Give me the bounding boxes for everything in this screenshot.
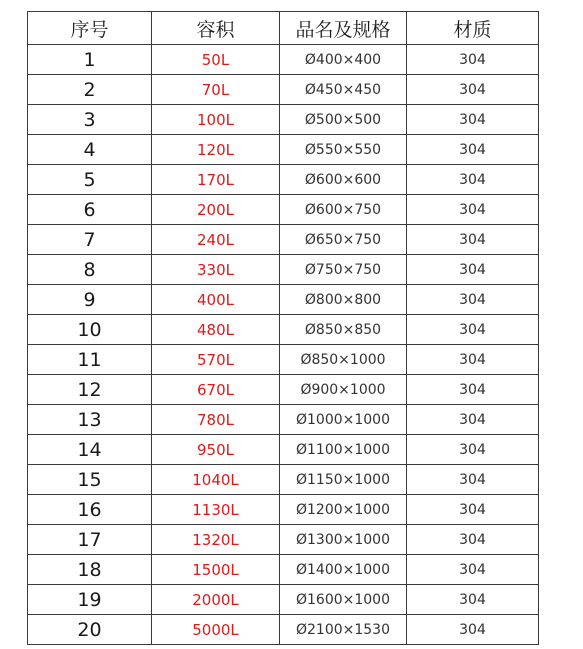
row-material: 304 <box>407 285 539 315</box>
row-volume: 100L <box>152 105 280 135</box>
table-row <box>28 195 539 225</box>
row-number: 4 <box>28 135 152 165</box>
row-spec: Ø2100×1530 <box>280 615 407 645</box>
row-number: 20 <box>28 615 152 645</box>
row-material: 304 <box>407 555 539 585</box>
row-spec: Ø850×1000 <box>280 345 407 375</box>
row-number: 14 <box>28 435 152 465</box>
row-volume: 950L <box>152 435 280 465</box>
row-volume: 1040L <box>152 465 280 495</box>
row-spec: Ø1200×1000 <box>280 495 407 525</box>
row-volume: 480L <box>152 315 280 345</box>
row-material: 304 <box>407 375 539 405</box>
row-material: 304 <box>407 315 539 345</box>
row-number: 5 <box>28 165 152 195</box>
row-spec: Ø1100×1000 <box>280 435 407 465</box>
table-row <box>28 435 539 465</box>
row-material: 304 <box>407 525 539 555</box>
header-volume: 容积 <box>152 12 280 45</box>
row-spec: Ø500×500 <box>280 105 407 135</box>
row-volume: 120L <box>152 135 280 165</box>
header-material: 材质 <box>407 12 539 45</box>
row-material: 304 <box>407 75 539 105</box>
table-row <box>28 315 539 345</box>
row-spec: Ø450×450 <box>280 75 407 105</box>
row-number: 8 <box>28 255 152 285</box>
table-row <box>28 525 539 555</box>
row-spec: Ø750×750 <box>280 255 407 285</box>
header-no: 序号 <box>28 12 152 45</box>
row-material: 304 <box>407 405 539 435</box>
row-material: 304 <box>407 45 539 75</box>
row-number: 19 <box>28 585 152 615</box>
row-spec: Ø600×600 <box>280 165 407 195</box>
header-row <box>28 12 539 45</box>
row-number: 18 <box>28 555 152 585</box>
row-number: 7 <box>28 225 152 255</box>
row-material: 304 <box>407 585 539 615</box>
row-volume: 50L <box>152 45 280 75</box>
row-number: 13 <box>28 405 152 435</box>
table-body <box>28 45 539 645</box>
row-volume: 5000L <box>152 615 280 645</box>
row-volume: 780L <box>152 405 280 435</box>
row-number: 1 <box>28 45 152 75</box>
row-number: 3 <box>28 105 152 135</box>
row-material: 304 <box>407 135 539 165</box>
row-spec: Ø400×400 <box>280 45 407 75</box>
row-number: 12 <box>28 375 152 405</box>
row-material: 304 <box>407 615 539 645</box>
table-row <box>28 75 539 105</box>
table-row <box>28 345 539 375</box>
row-number: 10 <box>28 315 152 345</box>
row-material: 304 <box>407 495 539 525</box>
table-row <box>28 405 539 435</box>
row-volume: 240L <box>152 225 280 255</box>
row-volume: 70L <box>152 75 280 105</box>
table-row <box>28 465 539 495</box>
row-volume: 400L <box>152 285 280 315</box>
table-row <box>28 165 539 195</box>
row-spec: Ø800×800 <box>280 285 407 315</box>
row-material: 304 <box>407 225 539 255</box>
row-material: 304 <box>407 255 539 285</box>
table-row <box>28 495 539 525</box>
header-spec: 品名及规格 <box>280 12 407 45</box>
row-volume: 330L <box>152 255 280 285</box>
row-spec: Ø850×850 <box>280 315 407 345</box>
table-row <box>28 45 539 75</box>
row-number: 2 <box>28 75 152 105</box>
row-number: 9 <box>28 285 152 315</box>
row-number: 15 <box>28 465 152 495</box>
row-volume: 170L <box>152 165 280 195</box>
row-volume: 570L <box>152 345 280 375</box>
row-spec: Ø1000×1000 <box>280 405 407 435</box>
row-number: 17 <box>28 525 152 555</box>
table-row <box>28 615 539 645</box>
row-spec: Ø1150×1000 <box>280 465 407 495</box>
table-row <box>28 255 539 285</box>
row-spec: Ø650×750 <box>280 225 407 255</box>
row-material: 304 <box>407 345 539 375</box>
table-row <box>28 135 539 165</box>
row-spec: Ø1300×1000 <box>280 525 407 555</box>
row-volume: 200L <box>152 195 280 225</box>
row-volume: 1500L <box>152 555 280 585</box>
row-material: 304 <box>407 435 539 465</box>
table-row <box>28 375 539 405</box>
row-spec: Ø900×1000 <box>280 375 407 405</box>
table-row <box>28 105 539 135</box>
row-spec: Ø550×550 <box>280 135 407 165</box>
table-row <box>28 225 539 255</box>
table-row <box>28 585 539 615</box>
row-volume: 670L <box>152 375 280 405</box>
spec-table <box>27 11 539 645</box>
row-volume: 2000L <box>152 585 280 615</box>
table-row <box>28 285 539 315</box>
row-volume: 1130L <box>152 495 280 525</box>
row-spec: Ø600×750 <box>280 195 407 225</box>
table-header <box>28 12 539 45</box>
row-material: 304 <box>407 165 539 195</box>
table-row <box>28 555 539 585</box>
row-number: 6 <box>28 195 152 225</box>
row-material: 304 <box>407 195 539 225</box>
row-material: 304 <box>407 465 539 495</box>
row-spec: Ø1600×1000 <box>280 585 407 615</box>
row-spec: Ø1400×1000 <box>280 555 407 585</box>
row-volume: 1320L <box>152 525 280 555</box>
row-number: 16 <box>28 495 152 525</box>
row-number: 11 <box>28 345 152 375</box>
row-material: 304 <box>407 105 539 135</box>
